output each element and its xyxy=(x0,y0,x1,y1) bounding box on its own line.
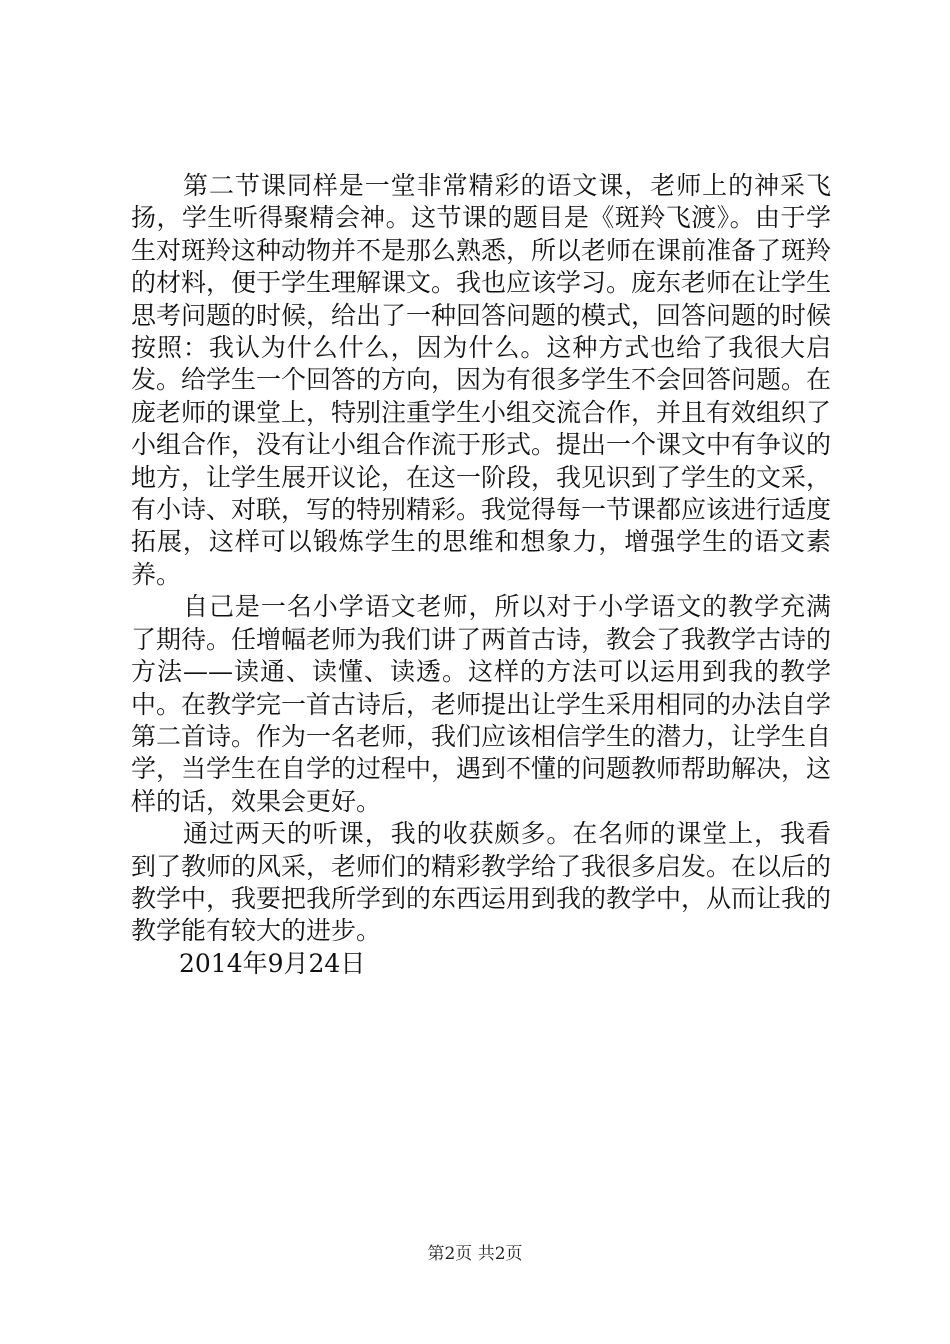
paragraph-conclusion: 通过两天的听课，我的收获颇多。在名师的课堂上，我看到了教师的风采，老师们的精彩教学给了我很多启发。在以后的教学中，我要把我所学到的东西运用到我的教学中，从而让我的教学能有较大的进步。 xyxy=(131,819,832,946)
paragraph-ancient-poetry: 自己是一名小学语文老师，所以对于小学语文的教学充满了期待。任增幅老师为我们讲了两首古诗，教会了我教学古诗的方法——读通、读懂、读透。这样的方法可以运用到我的教学中。在教学完一首古诗后，老师提出让学生采用相同的办法自学第二首诗。作为一名老师，我们应该相信学生的潜力，让学生自学，当学生在自学的过程中，遇到不懂的问题教师帮助解决，这样的话，效果会更好。 xyxy=(131,592,832,816)
page-footer: 第2页 共2页 xyxy=(427,1244,523,1264)
paragraph-lesson-two: 第二节课同样是一堂非常精彩的语文课，老师上的神采飞扬，学生听得聚精会神。这节课的题目是《斑羚飞渡》。由于学生对斑羚这种动物并不是那么熟悉，所以老师在课前准备了斑羚的材料，便于学生理解课文。我也应该学习。庞东老师在让学生思考问题的时候，给出了一种回答问题的模式，回答问题的时候按照：我认为什么什么，因为什么。这种方式也给了我很大启发。给学生一个回答的方向，因为有很多学生不会回答问题。在庞老师的课堂上，特别注重学生小组交流合作，并且有效组织了小组合作，没有让小组合作流于形式。提出一个课文中有争议的地方，让学生展开议论，在这一阶段，我见识到了学生的文采，有小诗、对联，写的特别精彩。我觉得每一节课都应该进行适度拓展，这样可以锻炼学生的思维和想象力，增强学生的语文素养。 xyxy=(131,171,832,589)
document-body xyxy=(131,170,831,980)
document-date: 2014年9月24日 xyxy=(179,948,366,978)
